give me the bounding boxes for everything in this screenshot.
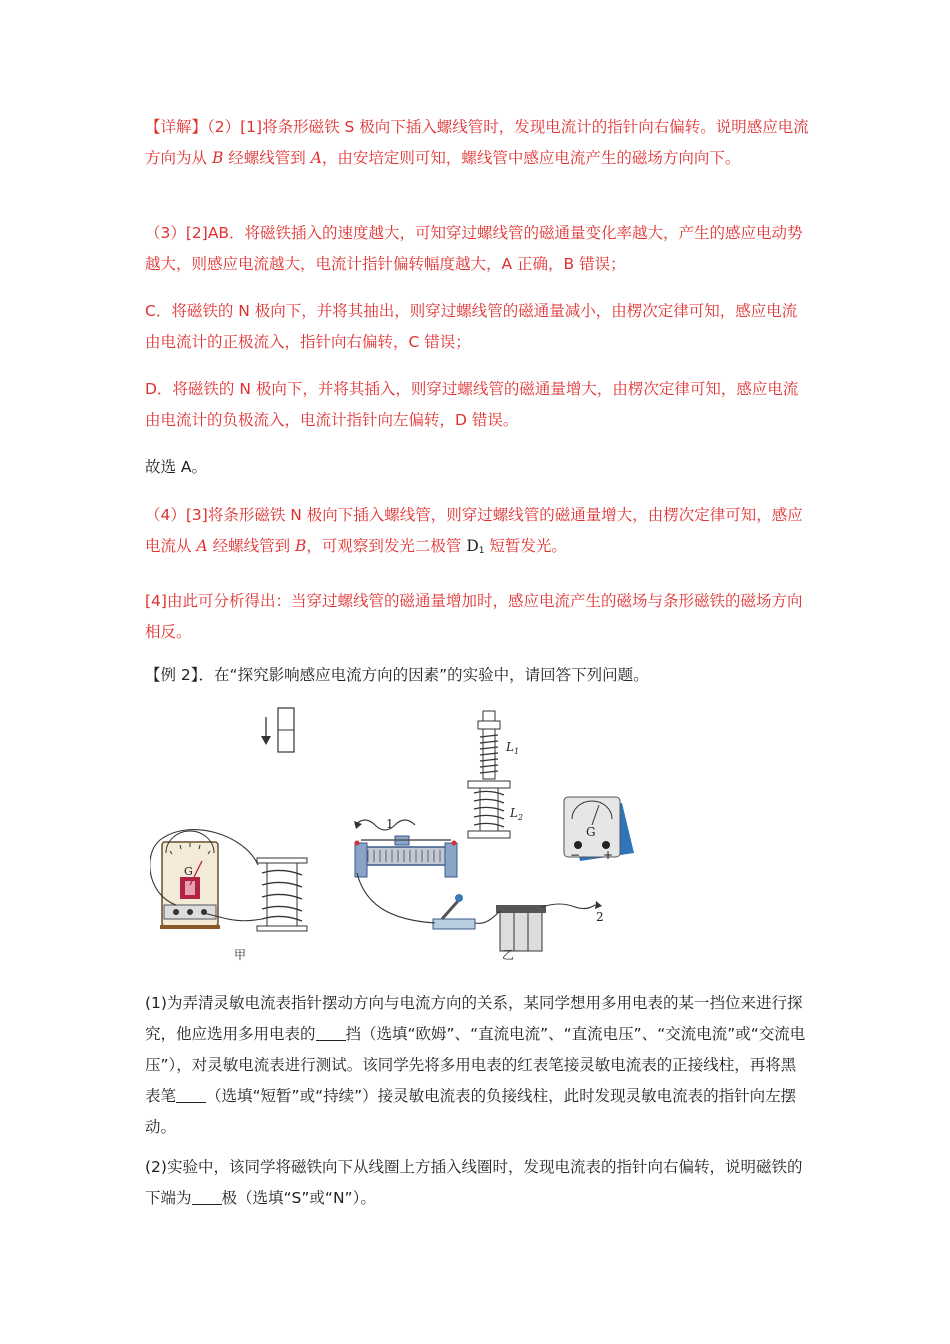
detail-paragraph-1: 【详解】（2）[1]将条形磁铁 S 极向下插入螺线管时，发现电流计的指针向右偏转。说明感应电流方向为从 B 经螺线管到 A，由安培定则可知，螺线管中感应电流产生的磁场方向向下。 [145,118,809,167]
answer-blank-3[interactable] [192,1190,222,1205]
question-2: (2)实验中，该同学将磁铁向下从线圈上方插入线圈时，发现电流表的指针向右偏转，说明磁铁的下端为 极（选填“S”或“N”）。 [145,1158,803,1207]
detail-conclusion: 故选 A。 [145,458,208,476]
galvanometer-jia-letter: G [184,865,193,878]
experiment-illustration [150,705,640,963]
wire-label-1: 1 [386,817,394,831]
answer-blank-2[interactable] [176,1088,206,1103]
question-1: (1)为弄清灵敏电流表指针摆动方向与电流方向的关系，某同学想用多用电表的某一挡位来进行探究，他应选用多用电表的 挡（选填“欧姆”、“直流电流”、“直流电压”、“交流电流”或“交流电压”），对灵敏电流表进行测试。该同学先将多用电表的红表笔接灵敏电流表的正接线柱，再将黑表笔 （选填“短暂”或“持续”）接灵敏电流表的负接线柱，此时发现灵敏电流表的指针向左摆动。 [145,994,806,1136]
label-L1: $L_1$ [506,740,520,756]
detail-paragraph-2: （3）[2]AB．将磁铁插入的速度越大，可知穿过螺线管的磁通量变化率越大，产生的感应电动势越大，则感应电流越大，电流计指针偏转幅度越大，A 正确，B 错误； [145,224,803,273]
minus-terminal: − [570,848,581,862]
galvanometer-jia [160,831,220,929]
label-yi: 乙 [502,948,515,962]
coil-L2 [468,781,510,838]
switch [433,894,475,929]
plus-terminal: + [603,848,614,862]
wire-label-2: 2 [596,910,604,924]
experiment-figure [150,705,640,963]
galvanometer-yi-letter: G [586,825,596,839]
coil-L1 [478,711,500,779]
rheostat [355,820,458,877]
detail-paragraph-6: （4）[3]将条形磁铁 N 极向下插入螺线管，则穿过螺线管的磁通量增大，由楞次定律可知，感应电流从 A 经螺线管到 B，可观察到发光二极管 $D_1$ 短暂发光。 [145,506,803,556]
answer-blank-1[interactable] [316,1026,346,1041]
label-jia: 甲 [234,948,247,962]
detail-paragraph-3: C．将磁铁的 N 极向下，并将其抽出，则穿过螺线管的磁通量减小，由楞次定律可知，感应电流由电流计的正极流入，指针向右偏转，C 错误； [145,302,798,351]
example-heading: 【例 2】．在“探究影响感应电流方向的因素”的实验中，请回答下列问题。 [145,666,649,684]
label-L2: $L_2$ [510,806,524,822]
example-tag: 【例 2】 [145,666,199,684]
detail-tag: 【详解】 [145,118,208,136]
detail-paragraph-4: D．将磁铁的 N 极向下，并将其插入，则穿过螺线管的磁通量增大，由楞次定律可知，感应电流由电流计的负极流入，电流计指针向左偏转，D 错误。 [145,380,799,429]
solenoid-jia [257,858,307,931]
battery [496,905,546,951]
detail-paragraph-7: [4]由此可分析得出：当穿过螺线管的磁通量增加时，感应电流产生的磁场与条形磁铁的磁场方向相反。 [145,592,803,641]
